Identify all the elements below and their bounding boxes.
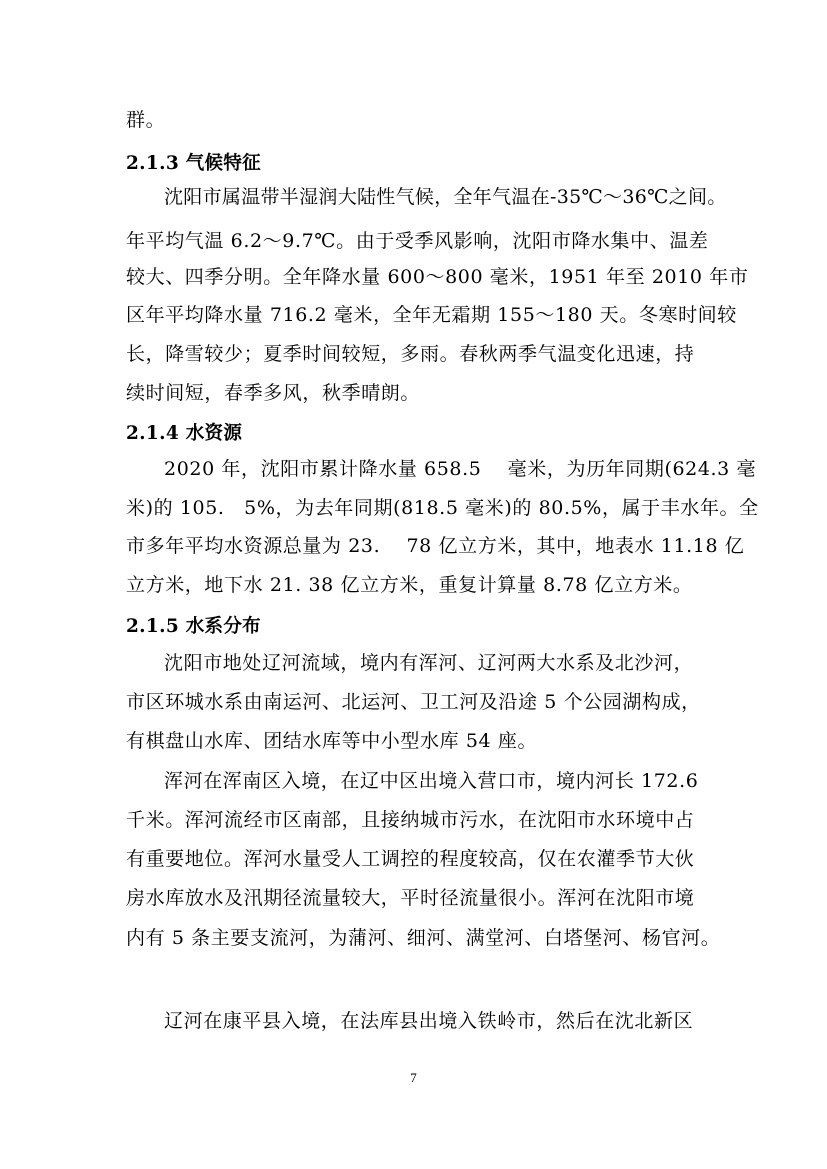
paragraph-line: 有重要地位。浑河水量受人工调控的程度较高，仅在农灌季节大伙: [126, 848, 695, 870]
paragraph-line: 市多年平均水资源总量为 23. 78 亿立方米，其中，地表水 11.18 亿: [126, 535, 745, 557]
paragraph-line: 浑河在浑南区入境，在辽中区出境入营口市，境内河长 172.6: [164, 770, 699, 792]
paragraph-line: 长，降雪较少；夏季时间较短，多雨。春秋两季气温变化迅速，持: [126, 343, 695, 365]
paragraph-line: 沈阳市属温带半湿润大陆性气候，全年气温在-35℃～36℃之间。: [164, 186, 727, 208]
paragraph-line: 立方米，地下水 21. 38 亿立方米，重复计算量 8.78 亿立方米。: [126, 574, 693, 596]
paragraph-line: 沈阳市地处辽河流域，境内有浑河、辽河两大水系及北沙河，: [164, 652, 694, 674]
section-heading-water-resources: 2.1.4 水资源: [126, 423, 243, 444]
paragraph-line: 续时间短，春季多风，秋季晴朗。: [126, 382, 421, 404]
text-line: 群。: [126, 109, 166, 131]
paragraph-line: 内有 5 条主要支流河，为蒲河、细河、满堂河、白塔堡河、杨官河。: [126, 927, 721, 949]
paragraph-line: 区年平均降水量 716.2 毫米，全年无霜期 155～180 天。冬寒时间较: [126, 304, 737, 326]
page-number: 7: [410, 1070, 417, 1085]
paragraph-line: 较大、四季分明。全年降水量 600～800 毫米，1951 年至 2010 年市: [126, 266, 749, 288]
paragraph-line: 辽河在康平县入境，在法库县出境入铁岭市，然后在沈北新区: [164, 1010, 694, 1032]
paragraph-line: 米)的 105. 5%，为去年同期(818.5 毫米)的 80.5%，属于丰水年。全: [126, 497, 759, 519]
paragraph-line: 年平均气温 6.2～9.7℃。由于受季风影响，沈阳市降水集中、温差: [126, 230, 709, 252]
section-heading-climate: 2.1.3 气候特征: [126, 153, 261, 174]
section-heading-water-system: 2.1.5 水系分布: [126, 616, 261, 637]
paragraph-line: 房水库放水及汛期径流量较大，平时径流量很小。浑河在沈阳市境: [126, 887, 695, 909]
paragraph-line: 市区环城水系由南运河、北运河、卫工河及沿途 5 个公园湖构成，: [126, 691, 701, 713]
paragraph-line: 2020 年，沈阳市累计降水量 658.5 毫米，为历年同期(624.3 毫: [164, 458, 757, 480]
paragraph-line: 有棋盘山水库、团结水库等中小型水库 54 座。: [126, 730, 538, 752]
paragraph-line: 千米。浑河流经市区南部，且接纳城市污水，在沈阳市水环境中占: [126, 809, 695, 831]
